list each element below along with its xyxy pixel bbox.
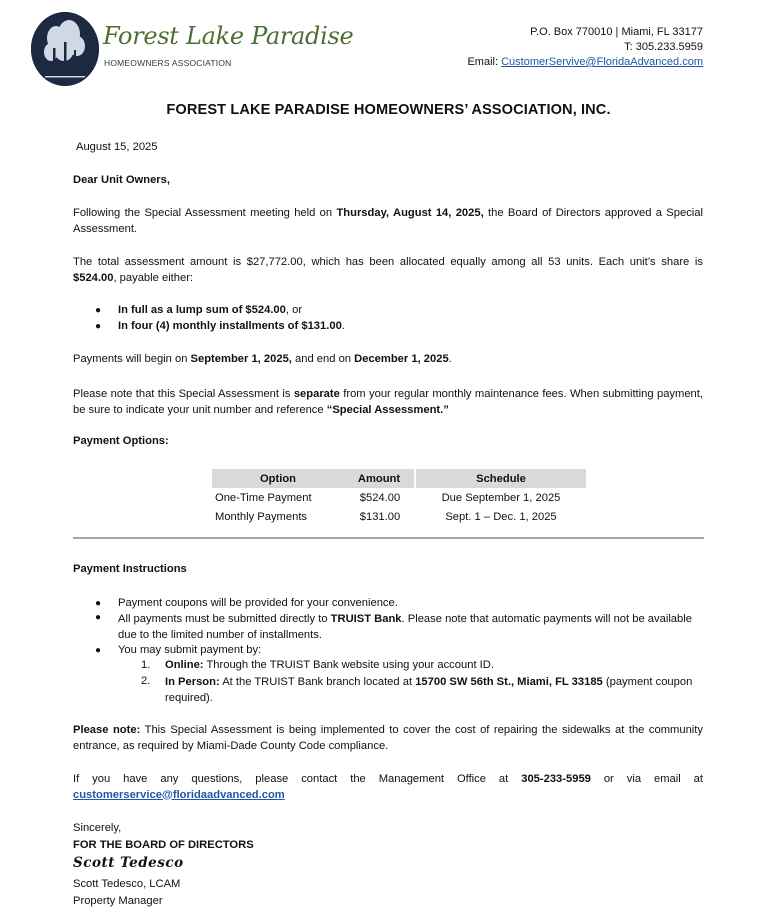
list-item: ● Payment coupons will be provided for your convenience. [95,597,398,609]
page-title: FOREST LAKE PARADISE HOMEOWNERS’ ASSOCIATION, INC. [166,102,611,118]
payment-options-table [212,469,586,527]
paragraph-note: Please note: This Special Assessment is being implemented to cover the cost of repairing the sidewalks at the community entrance, as required by Miami-Dade County Code compliance. [73,724,703,752]
table-row [212,508,586,528]
table-header-row [212,469,586,488]
logo-emblem [31,12,99,86]
bullet-icon: ● [95,645,102,656]
instructions-heading: Payment Instructions [73,563,187,575]
section-divider [73,537,704,539]
table-row [212,488,586,508]
paragraph-dates: Payments will begin on September 1, 2025, and end on December 1, 2025. [73,353,452,365]
letter-date: August 15, 2025 [76,141,158,153]
bullet-icon: ● [95,305,102,316]
contact-email-link[interactable]: customerservice@floridaadvanced.com [73,788,285,801]
salutation: Dear Unit Owners, [73,174,170,186]
paragraph-questions: If you have any questions, please contact the Management Office at 305-233-5959 or via email at customerservice@floridaadvanced.com [73,773,703,801]
header-email-link[interactable]: CustomerServive@FloridaAdvanced.com [501,56,703,68]
list-item: ● You may submit payment by: [95,644,262,656]
table-cell: One-Time Payment [215,491,312,504]
email-line [467,56,703,68]
org-logo-name: Forest Lake Paradise [103,22,354,50]
table-cell: Sept. 1 – Dec. 1, 2025 [445,511,557,524]
signature: Scott Tedesco [73,855,184,871]
bullet-icon: ● [95,321,102,332]
table-cell: $524.00 [359,491,401,504]
paragraph-meeting: Following the Special Assessment meeting held on Thursday, August 14, 2025, the Board of Directors approved a Special Assessment. [73,207,703,235]
paragraph-amount: The total assessment amount is $27,772.00, which has been allocated equally among all 53 units. Each unit’s share is $524.00, payable either: [73,256,703,284]
bullet-icon: ● [95,612,102,623]
list-item: ● In full as a lump sum of $524.00, or [95,304,303,316]
table-cell: $131.00 [359,511,401,524]
table-cell: Due September 1, 2025 [441,491,561,504]
list-item: ● In four (4) monthly installments of $131.00. [95,320,345,332]
tree-icon [31,12,99,86]
phone: T: 305.233.5959 [624,41,703,53]
column-header: Option [212,469,344,488]
address: P.O. Box 770010 | Miami, FL 33177 [530,26,703,38]
email-label: Email: [467,56,502,68]
column-header: Schedule [416,469,586,488]
bullet-icon: ● [95,598,102,609]
closing-board: FOR THE BOARD OF DIRECTORS [73,839,254,851]
org-logo-subtitle: HOMEOWNERS ASSOCIATION [104,58,232,68]
closing-sincerely: Sincerely, [73,822,122,834]
paragraph-separate-fee: Please note that this Special Assessment is separate from your regular monthly maintenance fees. When submitting payment, be sure to indicate your unit number and reference “Special Assessment.” [73,388,703,416]
payment-options-heading: Payment Options: [73,435,169,447]
signer-name: Scott Tedesco, LCAM [73,878,181,890]
signer-role: Property Manager [73,895,163,907]
table-cell: Monthly Payments [215,511,308,524]
list-item: ● All payments must be submitted directly to TRUIST Bank. Please note that automatic payments will not be available due to the limited number of installments. [95,612,692,641]
numbered-item: 1. Online: Through the TRUIST Bank website using your account ID. [141,659,494,671]
column-header: Amount [344,469,416,488]
numbered-item: 2. In Person: At the TRUIST Bank branch located at 15700 SW 56th St., Miami, FL 33185 (payment coupon required). [141,675,693,704]
